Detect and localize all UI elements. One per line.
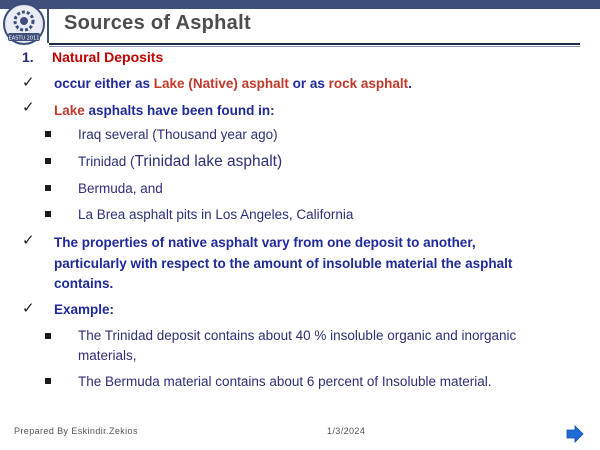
- lake-word: Lake: [54, 103, 85, 118]
- properties-line-2: particularly with respect to the amount of insoluble material the asphalt: [54, 256, 513, 271]
- checkmark-icon: ✓: [22, 299, 35, 317]
- logo-text: EASTU 2011: [8, 35, 40, 42]
- checkmark-icon: ✓: [22, 231, 35, 249]
- location-trinidad-text: Trinidad (: [78, 154, 135, 169]
- checkmark-icon: ✓: [22, 98, 35, 116]
- footer-date: 1/3/2024: [327, 426, 366, 436]
- location-trinidad: [78, 153, 282, 171]
- example-bermuda: The Bermuda material contains about 6 percent of Insoluble material.: [78, 374, 492, 389]
- square-bullet-icon: [45, 185, 51, 191]
- location-labrea: La Brea asphalt pits in Los Angeles, California: [78, 207, 354, 222]
- side-rule: [47, 9, 49, 43]
- square-bullet-icon: [45, 158, 51, 164]
- rock-asphalt: rock asphalt: [328, 76, 409, 91]
- square-bullet-icon: [45, 378, 51, 384]
- properties-line-3: contains.: [54, 276, 114, 291]
- example-trinidad-line-1: The Trinidad deposit contains about 40 % insoluble organic and inorganic: [78, 328, 517, 343]
- section-heading: Natural Deposits: [52, 49, 164, 65]
- title-underline: [49, 43, 580, 45]
- square-bullet-icon: [45, 211, 51, 217]
- point-occur: [54, 75, 412, 93]
- trinidad-lake-asphalt: Trinidad lake asphalt): [134, 153, 283, 170]
- section-number: 1.: [22, 49, 34, 65]
- square-bullet-icon: [45, 131, 51, 137]
- square-bullet-icon: [45, 333, 51, 339]
- university-logo: [2, 2, 46, 48]
- location-iraq: Iraq several (Thousand year ago): [78, 127, 278, 142]
- point-lake-text: asphalts have been found in:: [84, 103, 275, 118]
- location-bermuda: Bermuda, and: [78, 181, 163, 196]
- checkmark-icon: ✓: [22, 73, 35, 91]
- lake-native-asphalt: Lake (Native) asphalt: [153, 76, 289, 91]
- footer-author: Prepared By Eskindir.Zekios: [14, 426, 138, 436]
- point-lake: [54, 102, 275, 120]
- example-trinidad-line-2: materials,: [78, 348, 137, 363]
- top-band: [0, 0, 600, 9]
- next-arrow-icon[interactable]: [566, 425, 584, 443]
- properties-line-1: The properties of native asphalt vary from one deposit to another,: [54, 235, 476, 250]
- title-underline-thin: [49, 46, 580, 47]
- point-occur-text-2: or as: [288, 76, 329, 91]
- point-occur-text-3: .: [408, 76, 412, 91]
- example-label: Example:: [54, 302, 115, 317]
- page-title: Sources of Asphalt: [64, 12, 251, 34]
- point-occur-text-1: occur either as: [54, 76, 154, 91]
